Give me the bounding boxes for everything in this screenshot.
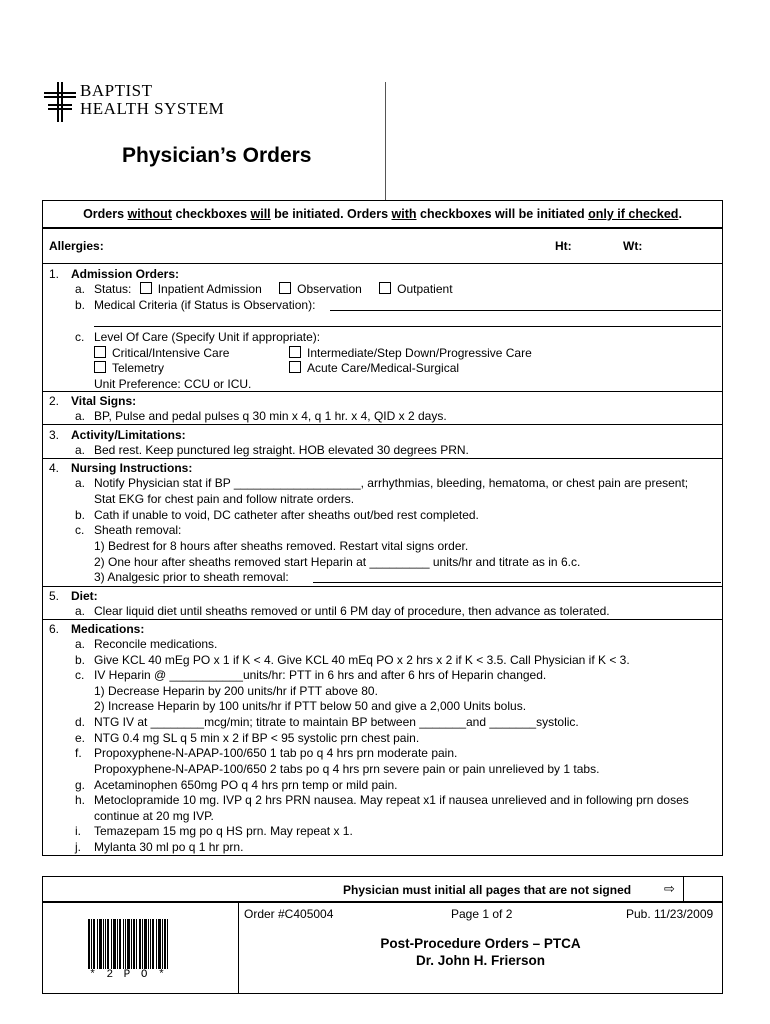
analgesic-line[interactable] [313,570,721,583]
form-title: Post-Procedure Orders – PTCA [380,936,581,951]
section-admission: 1. Admission Orders: a. Status: Inpatient Admission Observation Outpatient b. Medical Criteria (if Status is Observation): c. Level Of Care (Specify Unit if appropriate): Critical/Intensive Care Intermediate/Step Down/Progressive Care Telemetry Acute Care/Medical-Surgical Unit Preference: CCU or ICU. [43,263,722,392]
logo-line2: HEALTH SYSTEM [80,99,225,118]
header-divider [385,82,386,200]
allergies-row [43,229,722,263]
logo-line1: BAPTIST [80,81,153,100]
orders-body [42,228,723,856]
page-title: Physician’s Orders [122,144,312,167]
height-label: Ht: [555,239,572,253]
cross-logo-icon [44,82,76,122]
publication-date: Pub. 11/23/2009 [626,907,714,921]
medical-criteria-line[interactable] [330,298,721,311]
observation-checkbox[interactable] [279,282,291,294]
weight-label: Wt: [623,239,643,253]
page-number: Page 1 of 2 [451,907,513,921]
form-footer [42,902,723,994]
instructions-banner: Orders without checkboxes will be initiated. Orders with checkboxes will be initiated only if checked. [42,200,723,228]
order-number: Order #C405004 [244,907,334,921]
intermediate-checkbox[interactable] [289,346,301,358]
barcode-icon [88,919,168,969]
initials-box[interactable] [684,877,722,901]
allergies-label: Allergies: [49,239,104,253]
physician-name: Dr. John H. Frierson [415,953,546,968]
telemetry-checkbox[interactable] [94,361,106,373]
initial-notice: Physician must initial all pages that are not signed [343,883,632,897]
section-activity: 3. Activity/Limitations: a. Bed rest. Keep punctured leg straight. HOB elevated 30 degrees PRN. [43,424,722,459]
acute-care-checkbox[interactable] [289,361,301,373]
section-title: Admission Orders: [71,267,180,281]
initial-row [42,876,723,902]
outpatient-checkbox[interactable] [379,282,391,294]
section-nursing: 4. Nursing Instructions: a. Notify Physician stat if BP ___________________, arrhythmias, bleeding, hematoma, or chest pain are present; Stat EKG for chest pain and follow nitrate orders. b. Cath if unable to void, DC catheter after sheaths out/bed rest completed. c. Sheath removal: 1) Bedrest for 8 hours after sheaths removed. Restart vital signs order. 2) One hour after sheaths removed start Heparin at _________ units/hr and titrate as in 6.c. 3) Analgesic prior to sheath removal: [43,458,722,587]
section-diet: 5. Diet: a. Clear liquid diet until sheaths removed or until 6 PM day of procedure, then advance as tolerated. [43,586,722,620]
inpatient-checkbox[interactable] [140,282,152,294]
barcode-label: * 2 P O * [89,969,167,981]
arrow-right-icon: ⇨ [664,881,675,896]
hospital-logo [44,82,244,122]
section-vital-signs: 2. Vital Signs: a. BP, Pulse and pedal pulses q 30 min x 4, q 1 hr. x 4, QID x 2 days. [43,391,722,425]
medical-criteria-line-2[interactable] [94,314,721,327]
section-medications: 6. Medications: a. Reconcile medications. b. Give KCL 40 mEg PO x 1 if K < 4. Give KCL 40 mEq PO x 2 hrs x 2 if K < 3.5. Call Physician if K < 3. c. IV Heparin @ ___________units/hr: PTT in 6 hrs and after 6 hrs of Heparin changed. 1) Decrease Heparin by 200 units/hr if PTT above 80. 2) Increase Heparin by 100 units/hr if PTT below 50 and give a 2,000 Units bolus. d. NTG IV at ________mcg/min; titrate to maintain BP between _______and _______systolic. e. NTG 0.4 mg SL q 5 min x 2 if BP < 95 systolic prn chest pain. f. Propoxyphene-N-APAP-100/650 1 tab po q 4 hrs prn moderate pain. Propoxyphene-N-APAP-100/650 2 tabs po q 4 hrs prn severe pain or pain unrelieved by 1 tabs. g. Acetaminophen 650mg PO q 4 hrs prn temp or mild pain. h. Metoclopramide 10 mg. IVP q 2 hrs PRN nausea. May repeat x1 if nausea unrelieved and in following prn doses continue at 20 mg IVP. i. Temazepam 15 mg po q HS prn. May repeat x 1. j. Mylanta 30 ml po q 1 hr prn. [43,619,722,858]
critical-care-checkbox[interactable] [94,346,106,358]
